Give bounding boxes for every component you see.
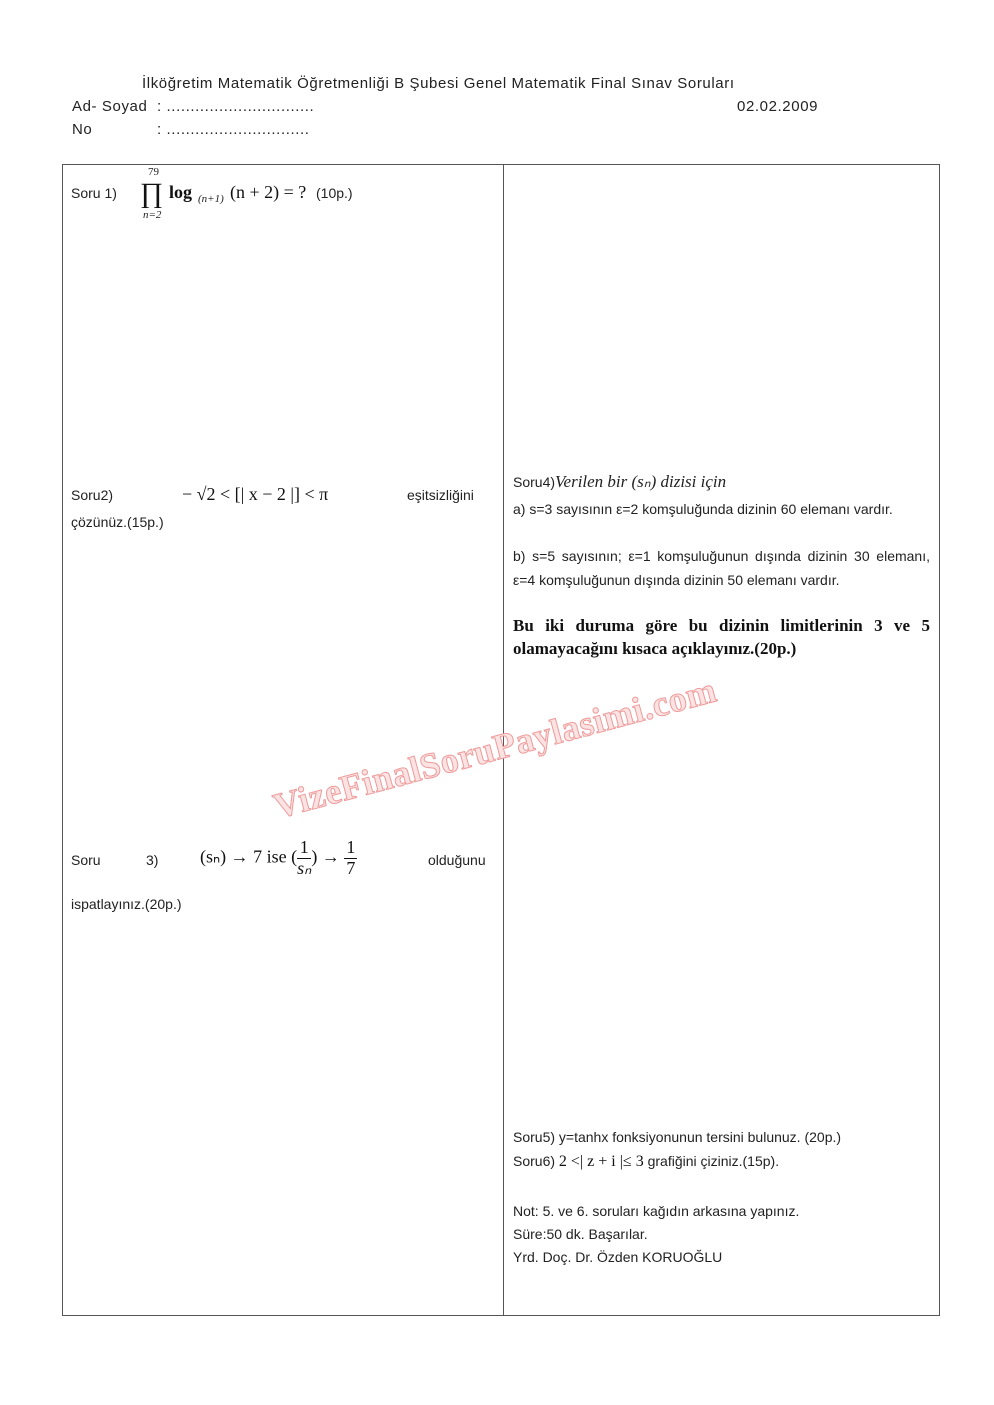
question-6-label: Soru6) (513, 1153, 556, 1169)
question-2-line2: çözünüz.(15p.) (71, 514, 164, 530)
question-4-intro: Verilen bir (sₙ) dizisi için (555, 472, 727, 491)
question-4-question: Bu iki duruma göre bu dizinin limitlerinin 3 ve 5 olamayacağını kısaca açıklayınız.(20p.) (513, 616, 930, 658)
name-field: : ............................... (157, 98, 315, 115)
product-lower-limit: n=2 (143, 209, 162, 221)
question-4-header (513, 472, 726, 492)
instructor: Yrd. Doç. Dr. Özden KORUOĞLU (513, 1249, 723, 1265)
question-3-line2: ispatlayınız.(20p.) (71, 896, 182, 912)
log-text: log (169, 182, 193, 202)
log-base: (n+1) (198, 193, 224, 205)
number-label: No (72, 121, 93, 138)
expr-part-a: (sₙ) → 7 ise ( (200, 846, 298, 867)
question-4-part-b: b) s=5 sayısının; ε=1 komşuluğunun dışında dizinin 30 elemanı, ε=4 komşuluğunun dışında dizinin 50 elemanı vardır. (513, 548, 930, 588)
question-2-label: Soru2) (71, 487, 114, 503)
name-label: Ad- Soyad (72, 98, 148, 115)
question-4-label: Soru4) (513, 474, 556, 490)
note: Not: 5. ve 6. soruları kağıdın arkasına yapınız. (513, 1203, 800, 1219)
exam-title: İlköğretim Matematik Öğretmenliği B Şubesi Genel Matematik Final Sınav Soruları (142, 75, 735, 92)
question-1-label: Soru 1) (71, 185, 117, 201)
expr-part-b: ) → (311, 846, 340, 867)
question-2-inequality: − √2 < [| x − 2 |] < π (182, 484, 329, 504)
question-3-expression (200, 838, 357, 879)
log-argument: (n + 2) = ? (230, 182, 307, 202)
question-5: Soru5) y=tanhx fonksiyonunun tersini bulunuz. (20p.) (513, 1129, 842, 1145)
product-symbol: ∏ (140, 178, 164, 209)
question-1-points: (10p.) (316, 185, 353, 201)
exam-date: 02.02.2009 (737, 98, 819, 115)
product-upper-limit: 79 (148, 166, 159, 178)
watermark-logo: VizeFinalSoruPaylasimi.com (269, 669, 721, 827)
number-field: : .............................. (157, 121, 310, 138)
question-4-part-a: a) s=3 sayısının ε=2 komşuluğunda dizinin 60 elemanı vardır. (513, 501, 893, 517)
fraction-1-denominator: sₙ (297, 857, 312, 878)
fraction-2-denominator: 7 (346, 857, 356, 878)
question-6 (513, 1152, 779, 1171)
fraction-1-numerator: 1 (297, 838, 311, 859)
question-3-label: Soru (71, 852, 101, 868)
question-6-expression: 2 <| z + i |≤ 3 (558, 1153, 644, 1170)
question-2-text: eşitsizliğini (407, 487, 474, 503)
question-3-number: 3) (146, 852, 159, 868)
question-6-text: grafiğini çiziniz.(15p). (647, 1153, 780, 1169)
fraction-2-numerator: 1 (346, 837, 356, 857)
duration: Süre:50 dk. Başarılar. (513, 1226, 648, 1242)
question-3-text: olduğunu (428, 852, 486, 868)
